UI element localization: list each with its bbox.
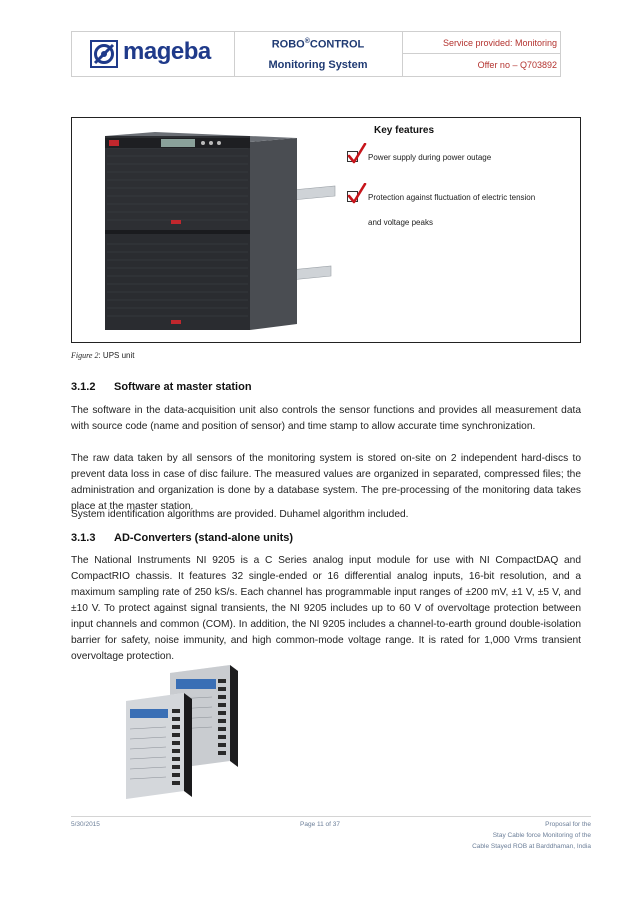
section-title: Software at master station [114,381,252,393]
caption-label: Figure 2 [71,351,99,360]
footer-divider [71,816,591,817]
section-number: 3.1.2 [71,381,96,393]
paragraph: System identification algorithms are provided. Duhamel algorithm included. [71,509,409,520]
logo-cell [72,32,235,76]
key-features-title: Key features [374,125,435,136]
logo-wordmark: mageba [123,38,211,65]
section-number: 3.1.3 [71,532,96,544]
ups-unit-image [95,124,339,338]
paragraph: The raw data taken by all sensors of the monitoring system is stored on-site on 2 independent hard-discs to prevent data loss in case of disc failure. The measured values are organized in separated, compressed files; the administration and organization is done by a database system. The pre-processing of the monitoring data takes place at the master station. [71,453,581,512]
checkmark-icon [347,183,367,205]
footer-page-number: Page 11 of 37 [300,821,340,828]
footer-proposal-line: Stay Cable force Monitoring of the [492,832,591,839]
paragraph: The software in the data-acquisition unit also controls the sensor functions and provides all measurement data with source code (name and position of sensor) and time stamp to allow accurate time synchronization. [71,405,581,432]
feature-text-continuation: and voltage peaks [368,218,433,227]
product-title: ROBO®CONTROL [271,38,365,51]
mageba-logo-icon [90,40,118,68]
caption-text: : UPS unit [98,351,135,360]
section-title: AD-Converters (stand-alone units) [114,532,294,544]
system-title: Monitoring System [268,59,368,71]
paragraph: The National Instruments NI 9205 is a C Series analog input module for use with NI CompactDAQ and CompactRIO chassis. It features 32 single-ended or 16 differential analog inputs, 16-bit resolution, and a maximum sampling rate of 250 kS/s. Each channel has programmable input ranges of ±200 mV, ±1 V, ±5 V, and ±10 V. To protect against signal transients, the NI 9205 includes up to 60 V of overvoltage protection between input channels and common (COM). In addition, the NI 9205 includes a channel-to-earth ground double-isolation barrier for safety, noise immunity, and high common-mode voltage range. It is rated for 1,000 Vrms transient overvoltage protection. [71,555,581,662]
service-label: Service provided: Monitoring [403,32,561,54]
footer-proposal-line: Proposal for the [545,821,591,828]
figure-caption [71,351,135,360]
offer-number: Offer no – Q703892 [477,60,557,70]
checkmark-icon [347,143,367,165]
ups-figure-box [71,117,581,343]
offer-info-cell [403,32,561,76]
document-title-cell [234,32,403,76]
feature-text: Power supply during power outage [368,153,492,162]
footer-date: 5/30/2015 [71,821,100,828]
ni-modules-image [118,665,268,803]
page-header [71,31,561,77]
feature-text: Protection against fluctuation of electric tension [368,193,536,202]
footer-proposal-line: Cable Stayed ROB at Barddhaman, India [472,843,591,850]
